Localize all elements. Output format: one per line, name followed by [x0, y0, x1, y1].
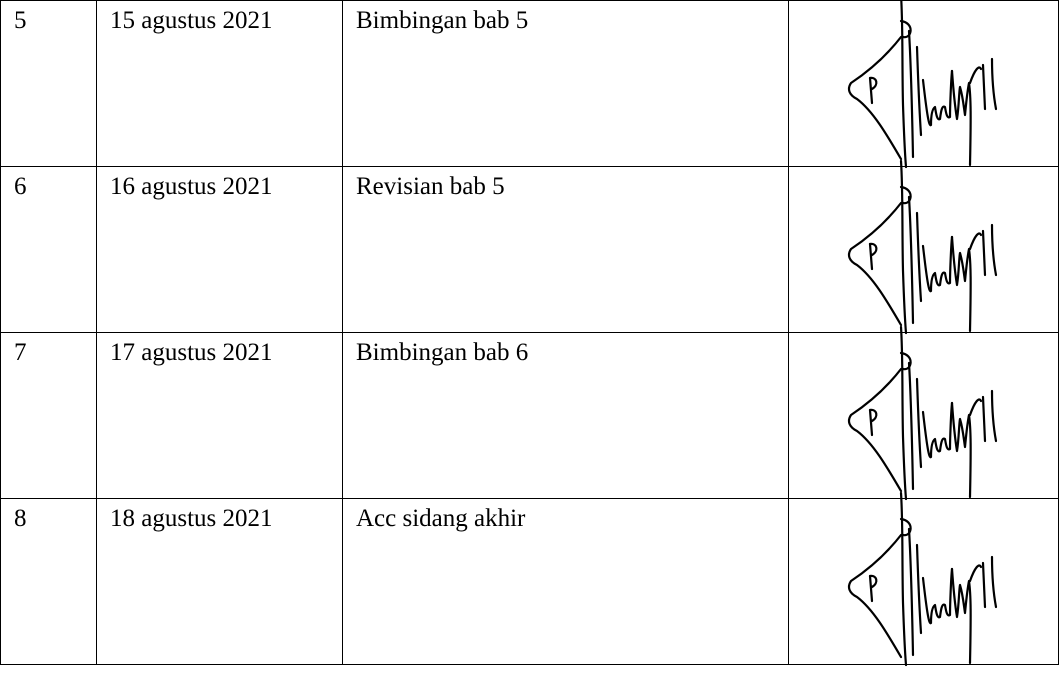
row-date: 15 agustus 2021	[97, 1, 343, 167]
signature-cell	[789, 333, 1059, 499]
signature-image	[839, 0, 1009, 175]
row-number: 6	[1, 167, 97, 333]
row-date: 16 agustus 2021	[97, 167, 343, 333]
signature-cell	[789, 1, 1059, 167]
table-row	[1, 167, 1059, 333]
row-number: 8	[1, 499, 97, 665]
signature-image	[839, 151, 1009, 341]
row-date: 17 agustus 2021	[97, 333, 343, 499]
table-row	[1, 499, 1059, 665]
signature-image	[839, 483, 1009, 673]
table-row	[1, 333, 1059, 499]
row-activity: Bimbingan bab 5	[343, 1, 789, 167]
row-activity: Bimbingan bab 6	[343, 333, 789, 499]
signature-cell	[789, 499, 1059, 665]
signature-cell	[789, 167, 1059, 333]
row-activity: Revisian bab 5	[343, 167, 789, 333]
table-row	[1, 1, 1059, 167]
row-activity: Acc sidang akhir	[343, 499, 789, 665]
row-date: 18 agustus 2021	[97, 499, 343, 665]
row-number: 7	[1, 333, 97, 499]
row-number: 5	[1, 1, 97, 167]
signature-image	[839, 317, 1009, 507]
